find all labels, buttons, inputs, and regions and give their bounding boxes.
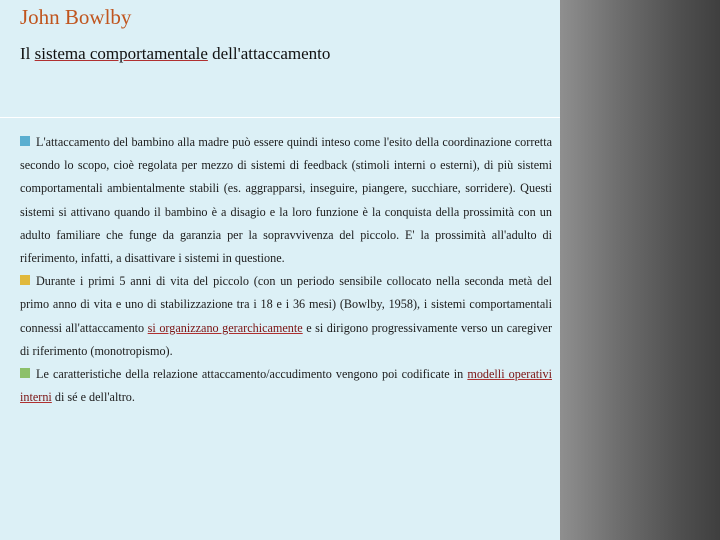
square-bullet-icon — [20, 136, 30, 146]
bullet-text: L'attaccamento del bambino alla madre può essere quindi inteso come l'esito della coordinazione corretta secondo lo scopo, cioè regolata per mezzo di sistemi di feedback (stimoli interni o esterni), di più sistemi comportamentali ambientalmente stabili (es. aggrapparsi, inseguire, piangere, succhiare, sorridere). Questi sistemi si attivano quando il bambino è a disagio e la loro funzione è la conquista della prossimità con un adulto familiare che funge da garanzia per la sopravvivenza del piccolo. E' la prossimità all'adulto di riferimento, infatti, a disattivare i sistemi in questione. — [20, 135, 552, 266]
bullet-text: Durante i primi 5 anni di vita del piccolo (con un periodo sensibile collocato nella seconda metà del primo anno di vita e uno di stabilizzazione tra i 18 e i 36 mesi) (Bowlby, 1958), i sistemi comportamentali connessi all'attaccamento — [20, 274, 552, 335]
underlined-term: si organizzano gerarchicamente — [147, 320, 303, 335]
subtitle-underlined: sistema comportamentale — [34, 44, 208, 63]
bullet-item-3 — [20, 363, 552, 409]
subtitle-prefix: Il — [20, 44, 35, 63]
subtitle-suffix: dell'attaccamento — [207, 44, 331, 63]
bullet-text-end: e si dirigono progressivamente verso un caregiver di riferimento (monotropismo). — [20, 320, 552, 358]
slide-title: John Bowlby — [20, 5, 132, 29]
square-bullet-icon — [20, 275, 30, 285]
slide-subtitle — [20, 44, 330, 64]
bullet-text-end: di sé e dell'altro. — [51, 390, 135, 405]
bullet-item-2 — [20, 270, 552, 363]
bullet-text: Le caratteristiche della relazione attaccamento/accudimento vengono poi codificate in — [36, 367, 468, 382]
bullet-item-1 — [20, 131, 552, 270]
square-bullet-icon — [20, 368, 30, 378]
underlined-term: modelli operativi interni — [20, 367, 552, 405]
divider — [0, 117, 560, 118]
bullet-list — [20, 131, 552, 409]
side-gradient-panel — [560, 0, 720, 540]
